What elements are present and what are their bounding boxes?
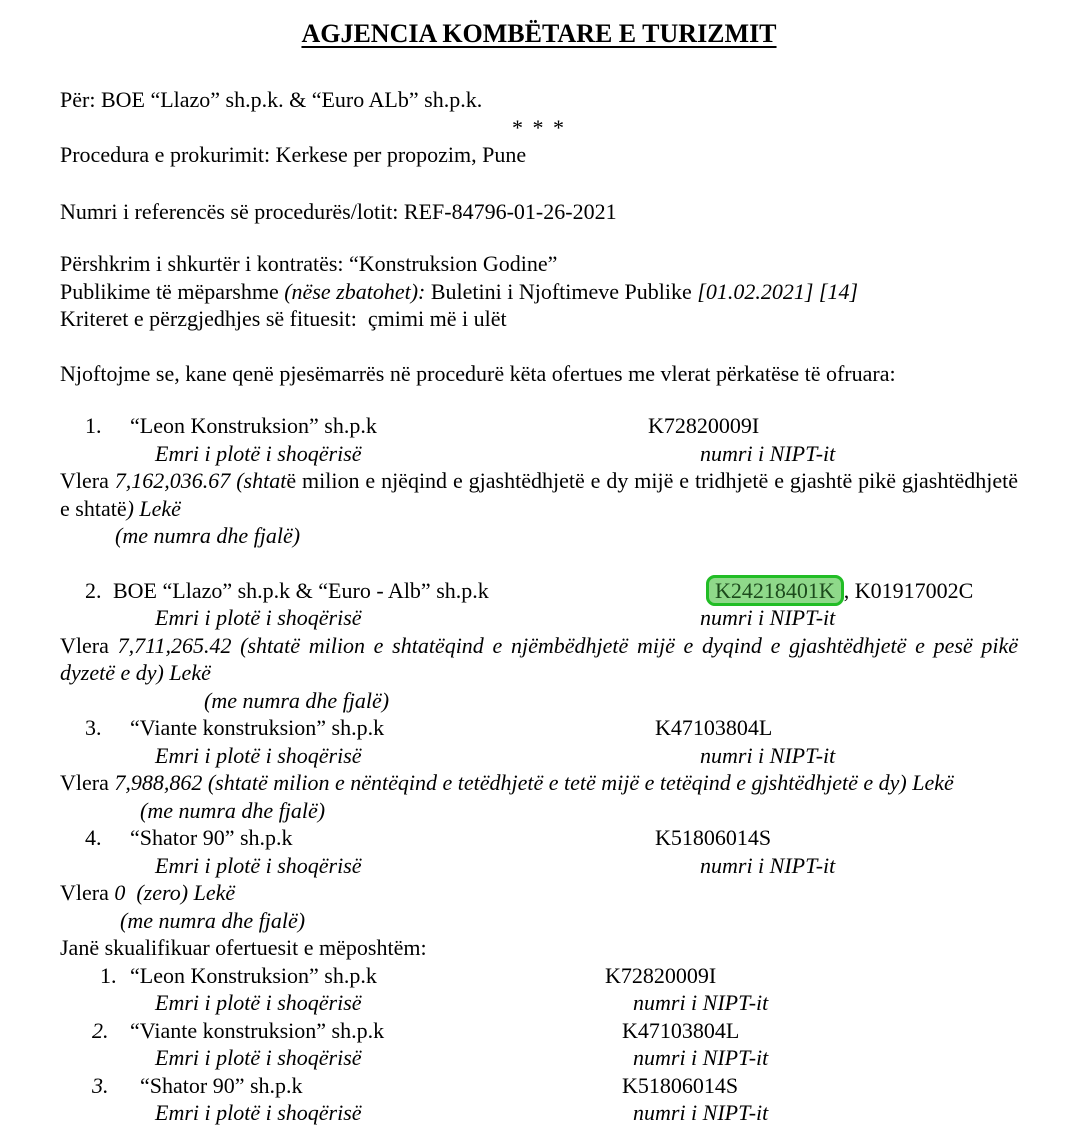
- publications-condition: (nëse zbatohet):: [284, 278, 426, 304]
- page-title-text: AGJENCIA KOMBËTARE E TURIZMIT: [301, 19, 777, 48]
- value-prefix: Vlera: [60, 770, 115, 795]
- disqualified-nipt: K47103804L: [622, 1017, 740, 1043]
- participant-block-4: [60, 824, 1018, 934]
- procedure-line: Procedura e prokurimit: Kerkese per propozim, Pune: [60, 142, 527, 167]
- disqualified-nipt: K72820009I: [605, 962, 717, 988]
- numbers-words-label: (me numra dhe fjalë): [204, 687, 390, 713]
- company-name-label: Emri i plotë i shoqërisë: [155, 1100, 362, 1125]
- value-words: ë milion e njëqind e gjashtëdhjetë e dy mijë e tridhjetë e gjashtë pikë gjashtëdhjetë e shtatë: [60, 468, 1024, 521]
- company-name-label: Emri i plotë i shoqërisë: [155, 990, 362, 1015]
- nipt-label: numri i NIPT-it: [633, 1045, 769, 1070]
- participant-nipt: K47103804L: [655, 715, 773, 740]
- value-line: [60, 769, 1018, 797]
- disqualified-number: 3.: [92, 1072, 109, 1098]
- disqualified-item-2: [60, 1017, 1018, 1072]
- participant-nipt: [706, 577, 973, 605]
- value-currency: ) Lekë: [126, 495, 181, 521]
- value-amount: 7,711,265.42 (shtatë milion e shtatëqind e njëmbëdhjetë mijë e dyqind e gjashtëdhjetë e pesë pikë dyzetë e dy) Lekë: [60, 632, 1024, 685]
- publications-line: [60, 278, 1018, 306]
- nipt-label: numri i NIPT-it: [700, 440, 836, 466]
- disqualified-labels-row: [60, 1044, 1018, 1072]
- participant-block-2: [60, 577, 1024, 715]
- recipient-line: Për: BOE “Llazo” sh.p.k. & “Euro ALb” sh.p.k.: [60, 87, 483, 112]
- participant-name: “Viante konstruksion” sh.p.k: [130, 715, 385, 740]
- highlighted-nipt: K24218401K: [706, 575, 844, 606]
- disqualified-labels-row: [60, 989, 1018, 1017]
- numbers-words-label: (me numra dhe fjalë): [115, 523, 301, 548]
- disqualified-number: 2.: [92, 1017, 109, 1043]
- numbers-words-label: (me numra dhe fjalë): [120, 907, 306, 933]
- company-name-label: Emri i plotë i shoqërisë: [155, 605, 362, 630]
- page-title: [60, 18, 1018, 50]
- participant-nipt: K72820009I: [648, 413, 760, 438]
- publications-dates: [01.02.2021] [14]: [697, 278, 859, 304]
- value-prefix: Vlera: [60, 632, 118, 658]
- separator-stars: * * *: [512, 114, 566, 140]
- nipt-label: numri i NIPT-it: [700, 742, 836, 768]
- disqualified-item-3: [60, 1072, 1018, 1127]
- participant-row: [60, 824, 1018, 852]
- value-prefix: Vlera: [60, 880, 115, 905]
- nipt-label: numri i NIPT-it: [700, 852, 836, 878]
- nipt-label: numri i NIPT-it: [633, 990, 769, 1015]
- participant-block-1: [60, 412, 1024, 550]
- criteria-line: Kriteret e përzgjedhjes së fituesit: çmimi më i ulët: [60, 306, 507, 331]
- disqualified-labels-row: [60, 1099, 1018, 1127]
- disqualified-item-1: [60, 962, 1018, 1017]
- announcement-line: Njoftojme se, kane qenë pjesëmarrës në procedurë këta ofertues me vlerat përkatëse të ofruara:: [60, 360, 896, 386]
- publications-prefix: Publikime të mëparshme: [60, 278, 285, 304]
- participant-row: [60, 577, 1018, 605]
- reference-line: Numri i referencës së procedurës/lotit: REF-84796-01-26-2021: [60, 198, 617, 224]
- value-amount: 7,162,036.67 (shtat: [114, 468, 287, 493]
- nipt-label: numri i NIPT-it: [700, 605, 836, 630]
- numbers-words-label: (me numra dhe fjalë): [140, 797, 326, 823]
- disqualified-nipt: K51806014S: [622, 1072, 739, 1098]
- participant-row: [60, 714, 1018, 742]
- value-prefix: Vlera: [60, 468, 115, 493]
- disqualified-row: [60, 1072, 1018, 1100]
- disqualified-number: 1.: [100, 962, 117, 988]
- participant-labels-row: [60, 440, 1018, 468]
- disqualified-name: “Leon Konstruksion” sh.p.k: [130, 962, 377, 988]
- value-amount: 0 (zero) Lekë: [114, 880, 236, 905]
- disqualified-name: “Shator 90” sh.p.k: [140, 1072, 303, 1098]
- participant-block-3: [60, 714, 1018, 824]
- participant-nipt: K51806014S: [655, 825, 772, 850]
- participant-number: 3.: [85, 715, 102, 740]
- disqualified-name: “Viante konstruksion” sh.p.k: [130, 1017, 385, 1043]
- participant-nipt-second: , K01917002C: [843, 577, 974, 603]
- nipt-label: numri i NIPT-it: [633, 1100, 769, 1125]
- disqualified-row: [60, 962, 1018, 990]
- participant-number: 4.: [85, 825, 102, 850]
- contract-description-line: Përshkrim i shkurtër i kontratës: “Konstruksion Godine”: [60, 251, 558, 276]
- company-name-label: Emri i plotë i shoqërisë: [155, 852, 362, 878]
- publications-middle: Buletini i Njoftimeve Publike: [425, 278, 698, 304]
- company-name-label: Emri i plotë i shoqërisë: [155, 1045, 362, 1070]
- participant-name: BOE “Llazo” sh.p.k & “Euro - Alb” sh.p.k: [113, 577, 489, 603]
- company-name-label: Emri i plotë i shoqërisë: [155, 742, 362, 768]
- participant-row: [60, 412, 1018, 440]
- participant-labels-row: [60, 604, 1018, 632]
- value-line: [60, 632, 1024, 687]
- value-line: [60, 467, 1024, 522]
- participant-labels-row: [60, 742, 1018, 770]
- disqualified-row: [60, 1017, 1018, 1045]
- participant-number: 2.: [85, 577, 102, 603]
- participant-name: “Shator 90” sh.p.k: [130, 825, 293, 850]
- participant-number: 1.: [85, 413, 102, 438]
- participant-name: “Leon Konstruksion” sh.p.k: [130, 413, 377, 438]
- disqualified-heading: Janë skualifikuar ofertuesit e mëposhtëm:: [60, 935, 427, 960]
- company-name-label: Emri i plotë i shoqërisë: [155, 440, 362, 466]
- value-amount: 7,988,862 (shtatë milion e nëntëqind e tetëdhjetë e tetë mijë e tetëqind e gjshtëdhjetë e dy) Lekë: [114, 770, 954, 795]
- participant-labels-row: [60, 852, 1018, 880]
- value-line: [60, 879, 1018, 907]
